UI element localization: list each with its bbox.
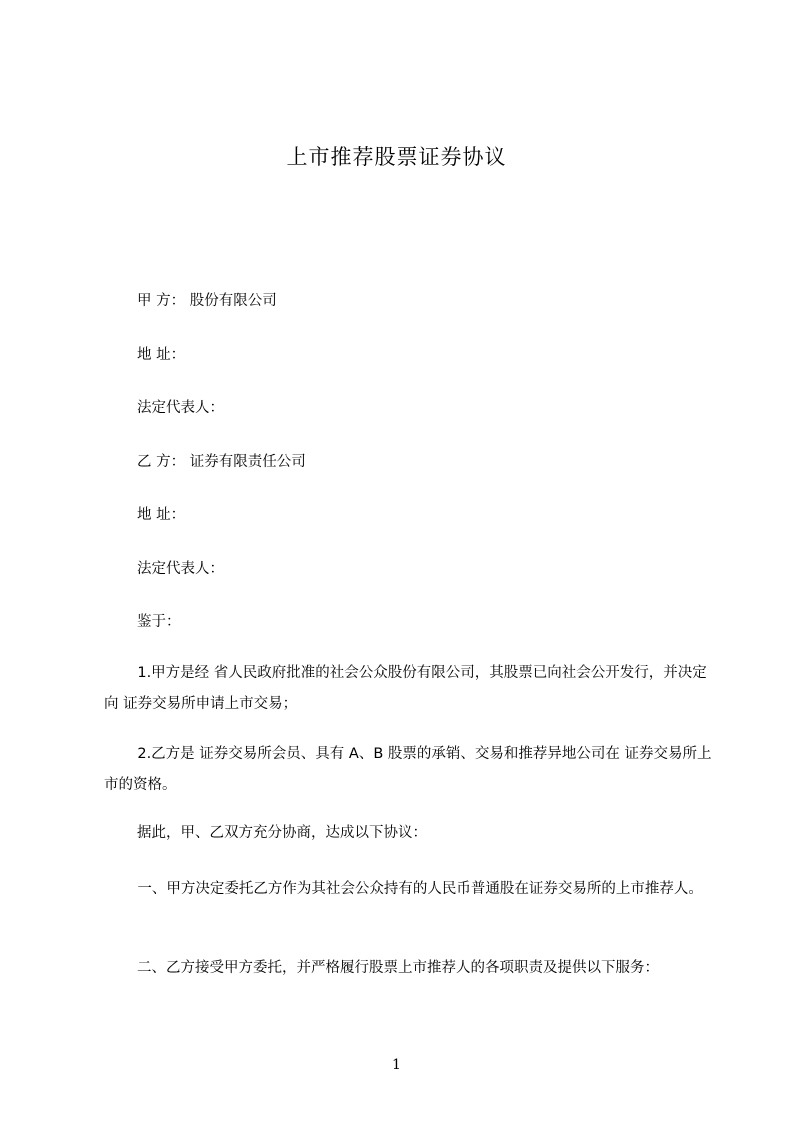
document-title: 上市推荐股票证券协议 (286, 145, 507, 169)
recital-clause-2: 2.乙方是 证券交易所会员、具有 A、B 股票的承销、交易和推荐异地公司在 证券交易所上市的资格。 (104, 746, 712, 793)
whereas-heading: 鉴于： (137, 614, 181, 630)
article-2: 二、乙方接受甲方委托，并严格履行股票上市推荐人的各项职责及提供以下服务： (137, 960, 659, 976)
recital-clause-1: 1.甲方是经 省人民政府批准的社会公众股份有限公司，其股票已向社会公开发行，并决定向 证券交易所申请上市交易； (104, 665, 707, 712)
party-a-line: 甲 方： 股份有限公司 (137, 293, 277, 309)
party-b-address: 地 址： (137, 507, 186, 523)
party-a-legal-representative: 法定代表人： (137, 400, 224, 416)
article-1: 一、甲方决定委托乙方作为其社会公众持有的人民币普通股在证券交易所的上市推荐人。 (137, 881, 703, 897)
page-number: 1 (392, 1057, 401, 1073)
party-b-legal-representative: 法定代表人： (137, 561, 224, 577)
agreement-intro: 据此，甲、乙双方充分协商，达成以下协议： (137, 825, 427, 841)
party-b-line: 乙 方： 证券有限责任公司 (137, 454, 306, 470)
party-a-address: 地 址： (137, 347, 186, 363)
